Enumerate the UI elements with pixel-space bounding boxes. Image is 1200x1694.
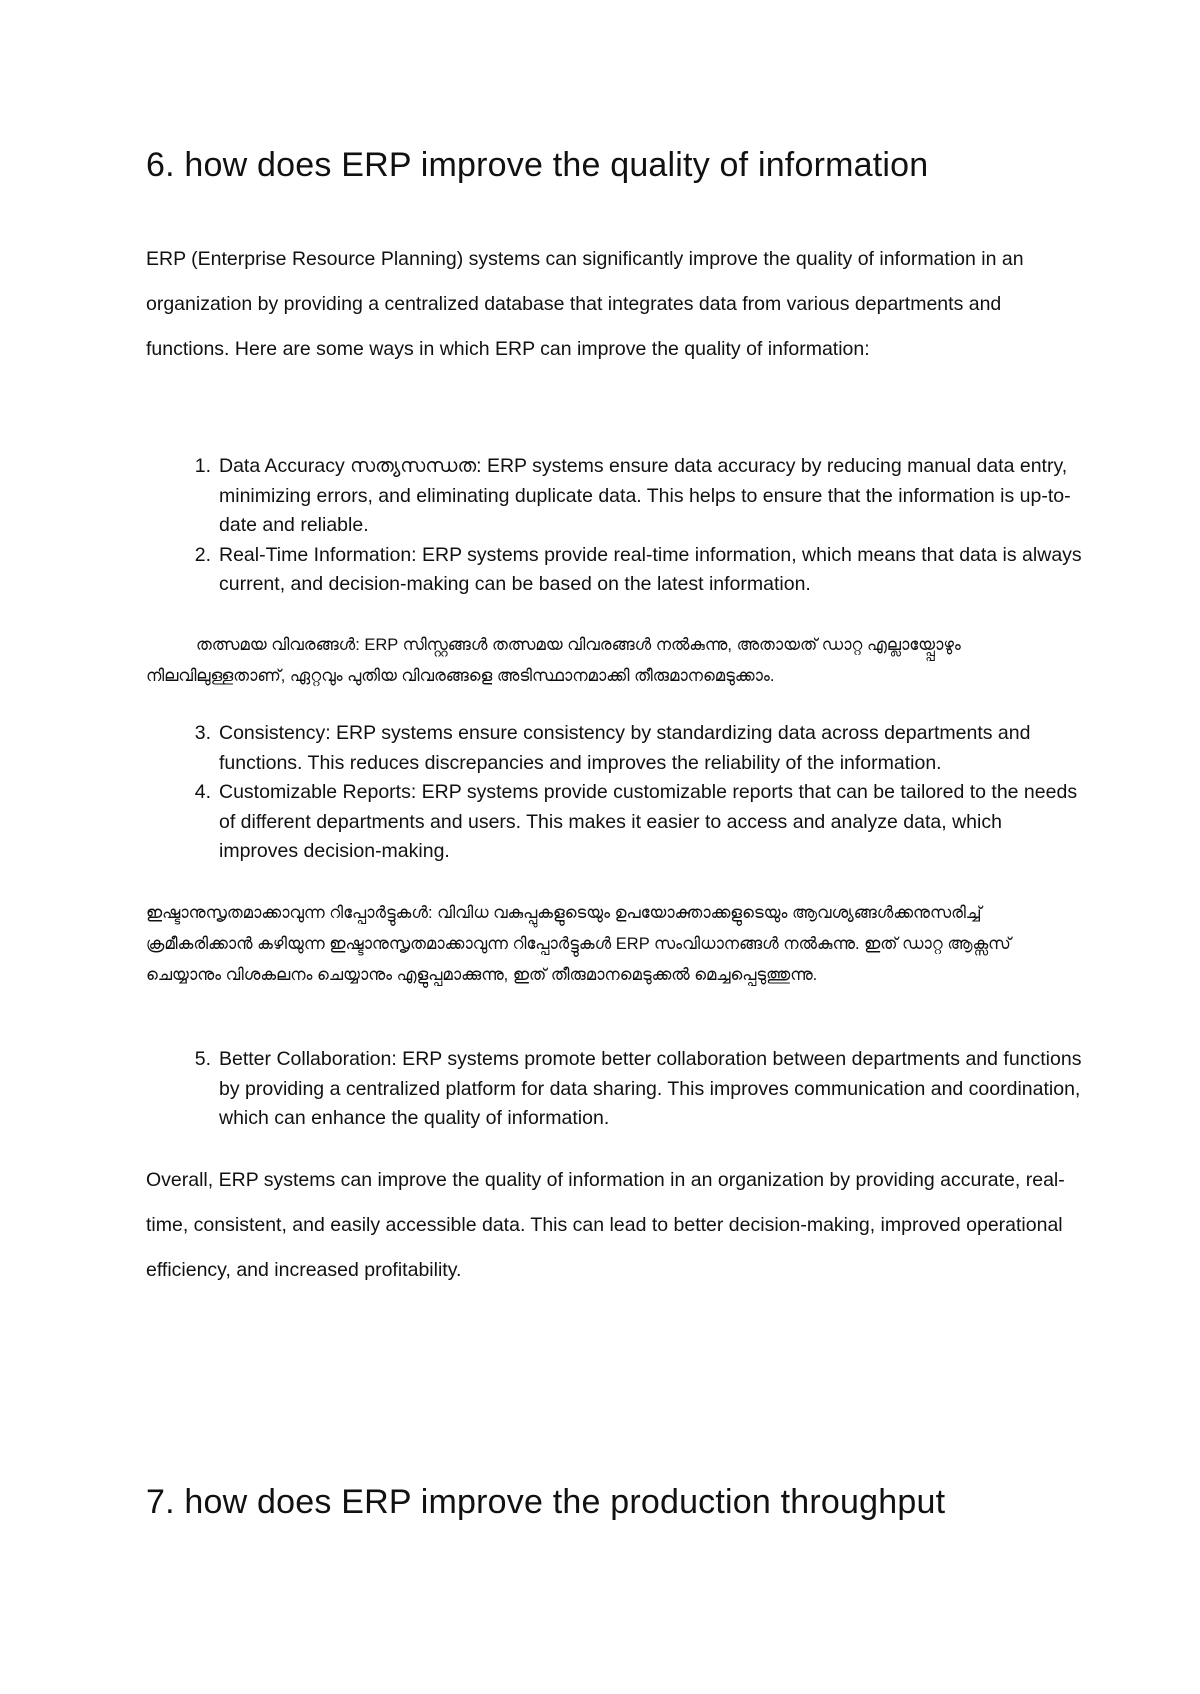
ordered-list-part-2: [146, 719, 1086, 867]
section-6-heading: 6. how does ERP improve the quality of information: [146, 146, 929, 184]
list-item: [146, 778, 1086, 867]
ordered-list-part-3: [146, 1045, 1086, 1134]
list-item-text: Better Collaboration: ERP systems promote better collaboration between departments and functions by providing a centralized platform for data sharing. This improves communication and coordination, which can enhance the quality of information.: [219, 1048, 1082, 1129]
list-item-number: 1.: [194, 455, 211, 477]
list-item-text: Customizable Reports: ERP systems provide customizable reports that can be tailored to the needs of different departments and users. This makes it easier to access and analyze data, which improves decision-making.: [219, 781, 1078, 862]
malayalam-realtime-paragraph: തത്സമയ വിവരങ്ങൾ: ERP സിസ്റ്റങ്ങൾ തത്സമയ വിവരങ്ങൾ നൽകുന്നു, അതായത് ഡാറ്റ എല്ലായ്പ്പോഴും നിലവിലുള്ളതാണ്, ഏറ്റവും പുതിയ വിവരങ്ങളെ അടിസ്ഥാനമാക്കി തീരുമാനമെടുക്കാം.: [146, 636, 961, 685]
list-item: [146, 541, 1086, 600]
intro-paragraph: ERP (Enterprise Resource Planning) systems can significantly improve the quality of information in an organization by providing a centralized database that integrates data from various departments and functions. Here are some ways in which ERP can improve the quality of information:: [146, 248, 1024, 360]
list-item-text: Consistency: ERP systems ensure consistency by standardizing data across departments and functions. This reduces discrepancies and improves the reliability of the information.: [219, 722, 1031, 774]
ordered-list-part-1: [146, 452, 1086, 600]
list-item-text: Data Accuracy സത്യസന്ധത: ERP systems ensure data accuracy by reducing manual data entry, minimizing errors, and eliminating duplicate data. This helps to ensure that the information is up-to-date and reliable.: [219, 455, 1071, 536]
list-item-number: 4.: [194, 781, 211, 803]
list-item: [146, 1045, 1086, 1134]
section-7-heading: 7. how does ERP improve the production throughput: [146, 1483, 946, 1521]
list-item: [146, 719, 1086, 778]
list-item-number: 5.: [194, 1048, 211, 1070]
list-item-number: 3.: [194, 722, 211, 744]
overall-paragraph: Overall, ERP systems can improve the quality of information in an organization by providing accurate, real-time, consistent, and easily accessible data. This can lead to better decision-making, improved operational efficiency, and increased profitability.: [146, 1169, 1065, 1281]
list-item-number: 2.: [194, 543, 211, 566]
list-item-text: Real-Time Information: ERP systems provide real-time information, which means that data is always current, and decision-making can be based on the latest information.: [219, 543, 1082, 595]
list-item: [146, 452, 1086, 541]
malayalam-reports-paragraph: ഇഷ്ടാനുസൃതമാക്കാവുന്ന റിപ്പോർട്ടുകൾ: വിവിധ വകുപ്പുകളുടെയും ഉപയോക്താക്കളുടെയും ആവശ്യങ്ങൾക്കനുസരിച്ച് ക്രമീകരിക്കാൻ കഴിയുന്ന ഇഷ്ടാനുസൃതമാക്കാവുന്ന റിപ്പോർട്ടുകൾ ERP സംവിധാനങ്ങൾ നൽകുന്നു. ഇത് ഡാറ്റ ആക്സസ് ചെയ്യാനും വിശകലനം ചെയ്യാനും എളുപ്പമാക്കുന്നു, ഇത് തീരുമാനമെടുക്കൽ മെച്ചപ്പെടുത്തുന്നു.: [146, 904, 1011, 984]
